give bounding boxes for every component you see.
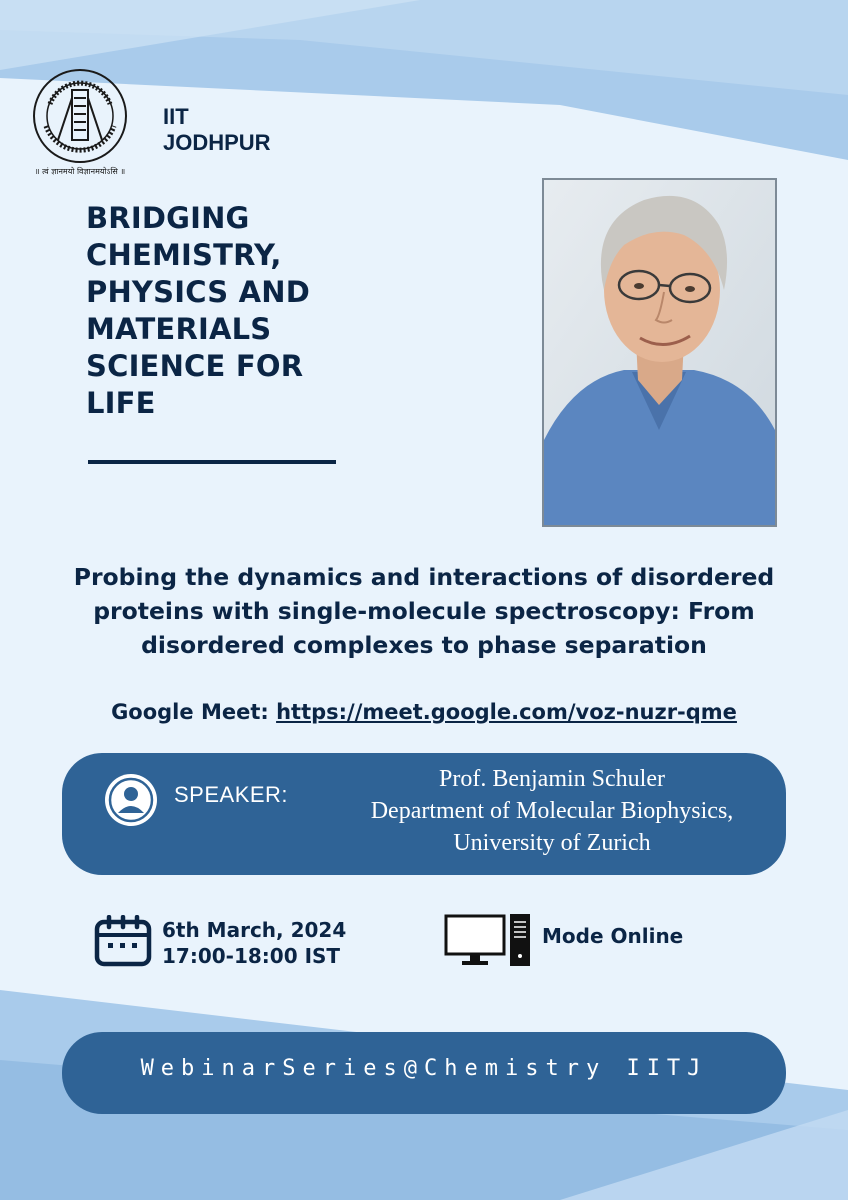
title-line-2: CHEMISTRY, xyxy=(86,238,282,272)
speaker-university: University of Zurich xyxy=(453,830,651,856)
event-date: 6th March, 2024 xyxy=(162,918,347,942)
google-meet-line xyxy=(40,700,808,724)
org-line-2: JODHPUR xyxy=(163,130,271,155)
event-datetime xyxy=(162,917,346,969)
title-line-3: PHYSICS AND xyxy=(86,275,310,309)
event-mode: Mode Online xyxy=(542,924,684,948)
footer-text: WebinarSeries@Chemistry IITJ xyxy=(140,1056,708,1081)
speaker-department: Department of Molecular Biophysics, xyxy=(370,798,734,824)
logo-motto: ॥ त्वं ज्ञानमयो विज्ञानमयोऽसि ॥ xyxy=(34,167,126,176)
calendar-icon xyxy=(94,915,152,967)
desktop-computer-icon xyxy=(444,912,536,968)
title-line-6: LIFE xyxy=(86,386,156,420)
org-line-1: IIT xyxy=(163,104,189,129)
iitj-logo xyxy=(28,68,132,178)
event-title xyxy=(86,200,356,422)
user-avatar-icon xyxy=(104,773,158,827)
title-line-5: SCIENCE FOR xyxy=(86,349,304,383)
org-name xyxy=(163,104,271,156)
meet-label: Google Meet: xyxy=(111,700,277,724)
speaker-name: Prof. Benjamin Schuler xyxy=(439,766,665,792)
speaker-info xyxy=(322,763,782,859)
talk-line-2: proteins with single-molecule spectroscopy: From xyxy=(93,597,755,625)
speaker-photo xyxy=(542,178,777,527)
talk-line-1: Probing the dynamics and interactions of disordered xyxy=(73,563,775,591)
title-line-4: MATERIALS xyxy=(86,312,272,346)
talk-line-3: disordered complexes to phase separation xyxy=(141,631,707,659)
speaker-label: SPEAKER: xyxy=(174,782,289,807)
title-line-1: BRIDGING xyxy=(86,201,250,235)
meet-link[interactable]: https://meet.google.com/voz-nuzr-qme xyxy=(276,700,737,724)
event-time: 17:00-18:00 IST xyxy=(162,944,341,968)
talk-title xyxy=(40,560,808,662)
title-underline xyxy=(88,460,336,464)
